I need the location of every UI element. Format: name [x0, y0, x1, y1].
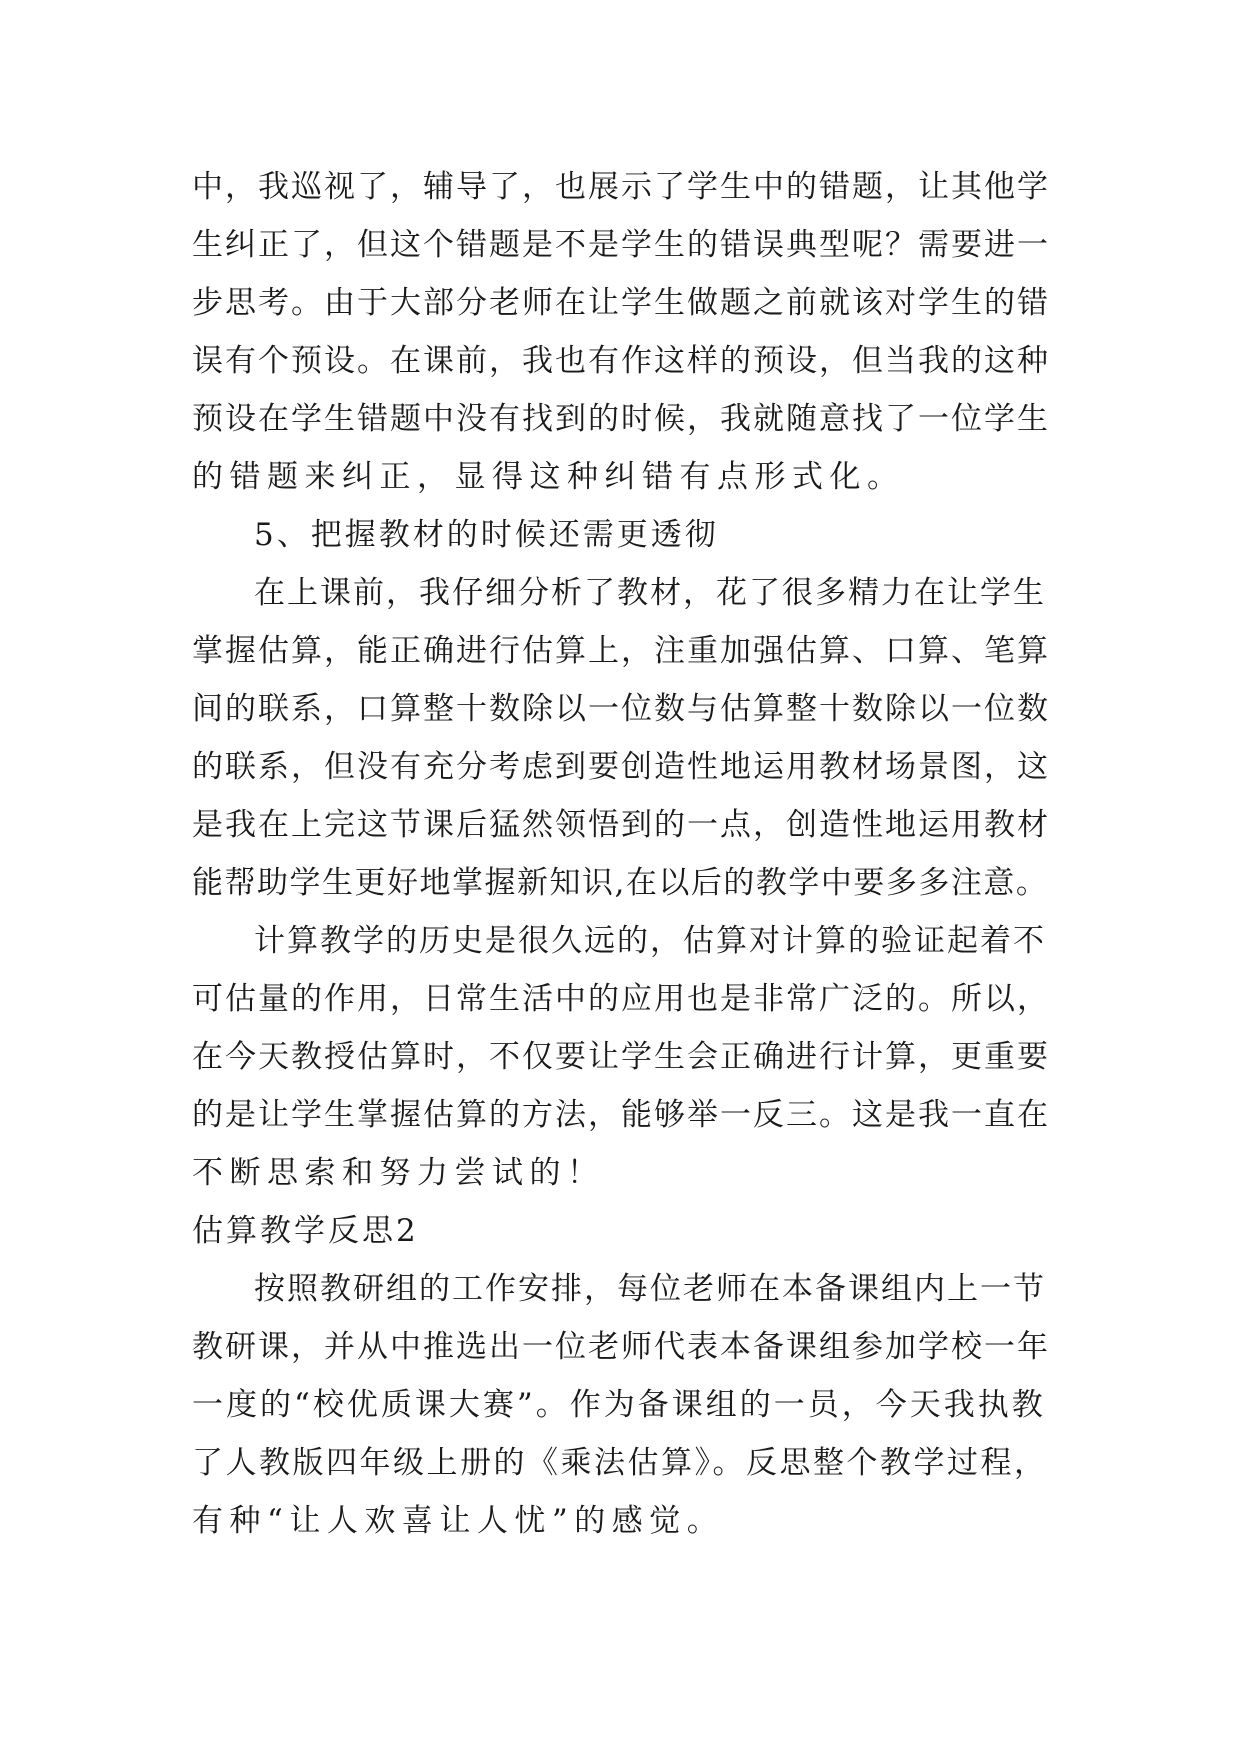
text-line: 可估量的作用，日常生活中的应用也是非常广泛的。所以， — [192, 981, 1050, 1017]
text-line: 是我在上完这节课后猛然领悟到的一点，创造性地运用教材 — [192, 807, 1050, 843]
document-title: 估算教学反思2 — [192, 1213, 419, 1249]
text-line: 的是让学生掌握估算的方法，能够举一反三。这是我一直在 — [192, 1097, 1050, 1133]
text-line: 预设在学生错题中没有找到的时候，我就随意找了一位学生 — [192, 401, 1050, 437]
text-line: 教研课，并从中推选出一位老师代表本备课组参加学校一年 — [192, 1329, 1050, 1365]
text-line: 在今天教授估算时，不仅要让学生会正确进行计算，更重要 — [192, 1039, 1050, 1075]
text-line: 生纠正了，但这个错题是不是学生的错误典型呢？需要进一 — [192, 227, 1050, 263]
text-line: 能帮助学生更好地掌握新知识,在以后的教学中要多多注意。 — [192, 865, 1049, 901]
text-line: 一度的“校优质课大赛”。作为备课组的一员，今天我执教 — [192, 1387, 1046, 1423]
paragraph-first-line: 计算教学的历史是很久远的，估算对计算的验证起着不 — [254, 923, 1046, 959]
text-line: 了人教版四年级上册的《乘法估算》。反思整个教学过程， — [192, 1445, 1048, 1481]
section-heading: 5、把握教材的时候还需更透彻 — [254, 517, 719, 553]
text-line: 有种“让人欢喜让人忧”的感觉。 — [192, 1503, 725, 1539]
text-line: 不断思索和努力尝试的！ — [192, 1155, 605, 1191]
text-line: 间的联系，口算整十数除以一位数与估算整十数除以一位数 — [192, 691, 1050, 727]
text-line: 的联系，但没有充分考虑到要创造性地运用教材场景图，这 — [192, 749, 1050, 785]
paragraph-first-line: 在上课前，我仔细分析了教材，花了很多精力在让学生 — [254, 575, 1046, 611]
document-page — [192, 158, 1052, 1550]
paragraph-first-line: 按照教研组的工作安排，每位老师在本备课组内上一节 — [254, 1271, 1046, 1307]
text-line: 步思考。由于大部分老师在让学生做题之前就该对学生的错 — [192, 285, 1050, 321]
text-line: 中，我巡视了，辅导了，也展示了学生中的错题，让其他学 — [192, 169, 1050, 205]
text-line: 的错题来纠正，显得这种纠错有点形式化。 — [192, 459, 905, 495]
text-line: 掌握估算，能正确进行估算上，注重加强估算、口算、笔算 — [192, 633, 1050, 669]
text-line: 误有个预设。在课前，我也有作这样的预设，但当我的这种 — [192, 343, 1050, 379]
